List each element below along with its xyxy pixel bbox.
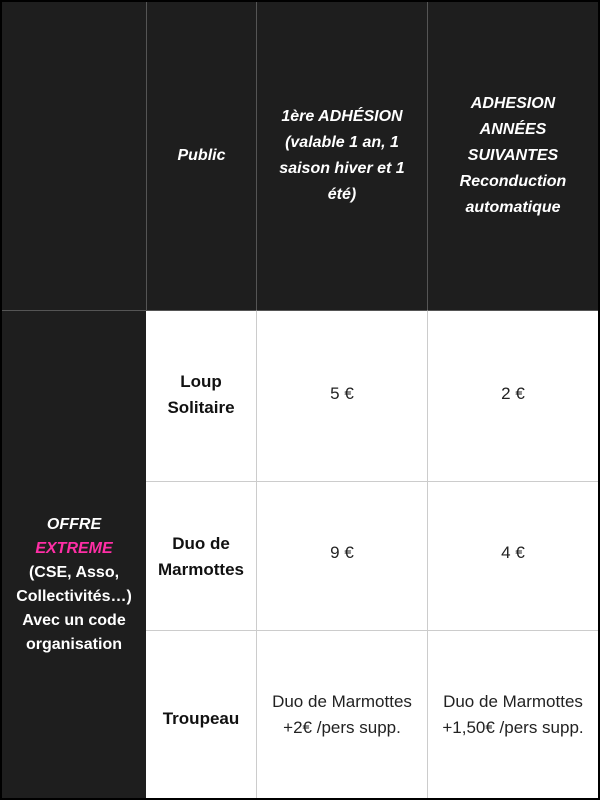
offer-label: OFFRE <box>46 515 102 533</box>
row-next-value: Duo de Marmottes +1,50€ /pers supp. <box>442 691 584 737</box>
header-empty-cell <box>2 2 146 310</box>
row-next-value: 2 € <box>501 384 525 403</box>
row-next-troupeau <box>427 630 598 798</box>
row-public-loup <box>146 310 256 481</box>
header-following-years-label: ADHESION ANNÉES SUIVANTES Reconduction automatique <box>459 95 567 216</box>
offer-side-cell <box>2 310 146 798</box>
row-first-duo <box>256 481 427 630</box>
row-public-label: Loup Solitaire <box>167 372 235 417</box>
row-first-loup <box>256 310 427 481</box>
offer-details: (CSE, Asso, Collectivités…) <box>16 563 132 605</box>
row-first-value: 9 € <box>330 543 354 562</box>
row-next-loup <box>427 310 598 481</box>
row-next-value: 4 € <box>501 543 525 562</box>
header-first-membership-label: 1ère ADHÉSION (valable 1 an, 1 saison hiver et 1 été) <box>279 108 405 203</box>
header-first-membership-cell <box>256 2 427 310</box>
row-public-troupeau <box>146 630 256 798</box>
row-first-value: Duo de Marmottes +2€ /pers supp. <box>272 691 412 737</box>
row-public-duo <box>146 481 256 630</box>
row-public-label: Duo de Marmottes <box>158 534 244 579</box>
row-first-value: 5 € <box>330 384 354 403</box>
row-next-duo <box>427 481 598 630</box>
header-public-label: Public <box>177 147 226 164</box>
header-following-years-cell <box>427 2 598 310</box>
extreme-label: EXTREME <box>35 539 113 557</box>
row-public-label: Troupeau <box>162 708 240 728</box>
row-first-troupeau <box>256 630 427 798</box>
header-public-cell <box>146 2 256 310</box>
offer-code-note: Avec un code organisation <box>22 611 126 653</box>
